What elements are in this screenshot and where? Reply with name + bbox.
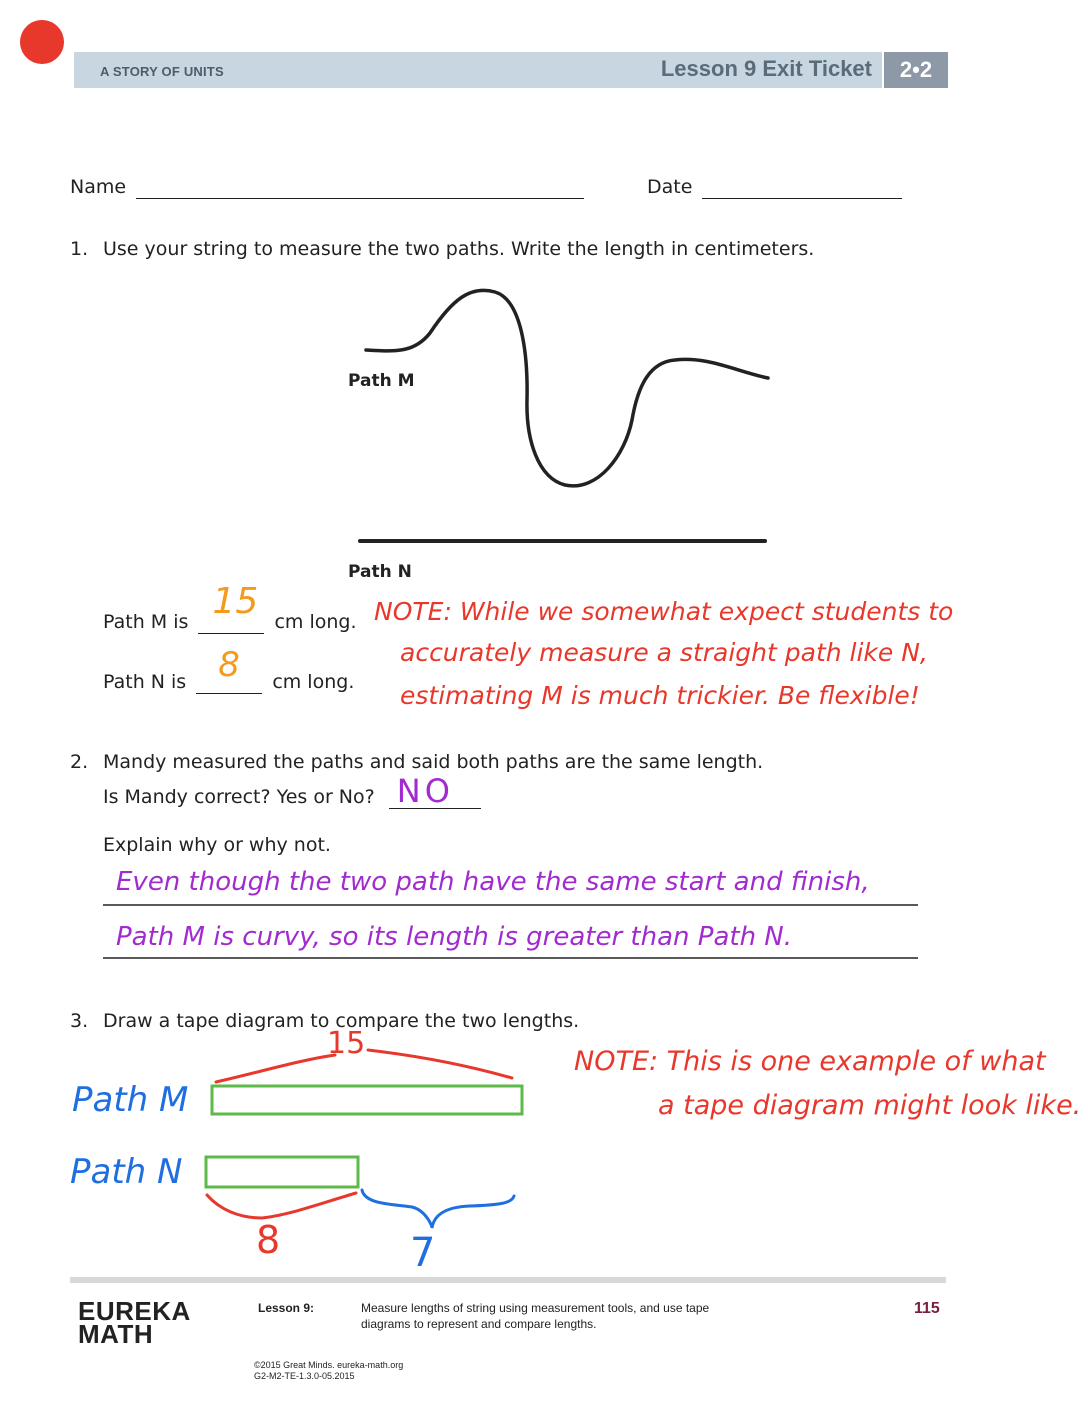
path-m-label: Path M <box>348 371 415 391</box>
tape-value-m: 15 <box>327 1026 366 1061</box>
q1-note-line-1: NOTE: While we somewhat expect students to <box>374 597 954 626</box>
footer-copyright: ©2015 Great Minds. eureka-math.org <box>254 1360 404 1370</box>
q3-note-line-1: NOTE: This is one example of what <box>574 1046 1046 1077</box>
path-m-prefix: Path M is <box>103 611 189 633</box>
path-n-blank <box>196 645 262 694</box>
footer-divider <box>70 1277 946 1283</box>
footer-lesson-label: Lesson 9: <box>258 1301 315 1315</box>
path-n-unit: cm long. <box>272 671 355 693</box>
tape-label-m: Path M <box>72 1080 189 1120</box>
name-label: Name <box>70 176 127 198</box>
q2-explain-label: Explain why or why not. <box>103 834 331 856</box>
eureka-math-logo <box>78 1296 191 1349</box>
tape-path-n <box>206 1157 358 1187</box>
path-m-blank <box>198 581 264 634</box>
logo-line-1: EUREKA <box>78 1296 191 1326</box>
q2-question-row <box>103 772 481 810</box>
path-n-prefix: Path N is <box>103 671 187 693</box>
tape-value-n: 8 <box>256 1218 281 1262</box>
brace-difference <box>362 1190 514 1228</box>
footer-description-1: Measure lengths of string using measurement tools, and use tape <box>361 1301 710 1315</box>
tape-path-m <box>212 1086 522 1114</box>
brace-path-n <box>207 1193 356 1218</box>
q1-note-line-3: estimating M is much trickier. Be flexible! <box>400 681 920 710</box>
q2-answer-blank <box>389 772 481 810</box>
q3-note-line-2: a tape diagram might look like. <box>658 1090 1082 1121</box>
path-m-curve <box>366 290 768 486</box>
q3-number: 3. <box>70 1010 89 1032</box>
q2-prompt: Mandy measured the paths and said both paths are the same length. <box>103 751 764 773</box>
path-m-unit: cm long. <box>274 611 357 633</box>
tape-difference: 7 <box>410 1230 436 1276</box>
series-title: A STORY OF UNITS <box>100 64 224 79</box>
q2-question: Is Mandy correct? Yes or No? <box>103 786 375 808</box>
date-label: Date <box>647 176 693 198</box>
q3-prompt: Draw a tape diagram to compare the two lengths. <box>103 1010 580 1032</box>
q1-prompt: Use your string to measure the two paths. Write the length in centimeters. <box>103 238 815 260</box>
lesson-title: Lesson 9 Exit Ticket <box>660 56 872 81</box>
q2-answer: NO <box>396 772 454 810</box>
path-n-answer: 8 <box>218 645 240 685</box>
tape-label-n: Path N <box>70 1152 183 1192</box>
q1-number: 1. <box>70 238 89 260</box>
path-n-label: Path N <box>348 562 412 582</box>
footer-description-2: diagrams to represent and compare lengths. <box>361 1317 597 1331</box>
q2-number: 2. <box>70 751 89 773</box>
path-n-answer-row <box>103 645 355 694</box>
q2-explain-line-1: Even though the two path have the same start and finish, <box>116 867 870 897</box>
grade-module-badge: 2•2 <box>884 52 948 88</box>
path-m-answer-row <box>103 581 357 634</box>
path-m-answer: 15 <box>212 581 259 622</box>
footer-code: G2-M2-TE-1.3.0-05.2015 <box>254 1371 355 1381</box>
q1-note-line-2: accurately measure a straight path like N, <box>400 638 928 667</box>
q2-explain-line-2: Path M is curvy, so its length is greater than Path N. <box>116 922 793 952</box>
page-number: 115 <box>914 1300 940 1317</box>
logo-line-2: MATH <box>78 1319 154 1349</box>
